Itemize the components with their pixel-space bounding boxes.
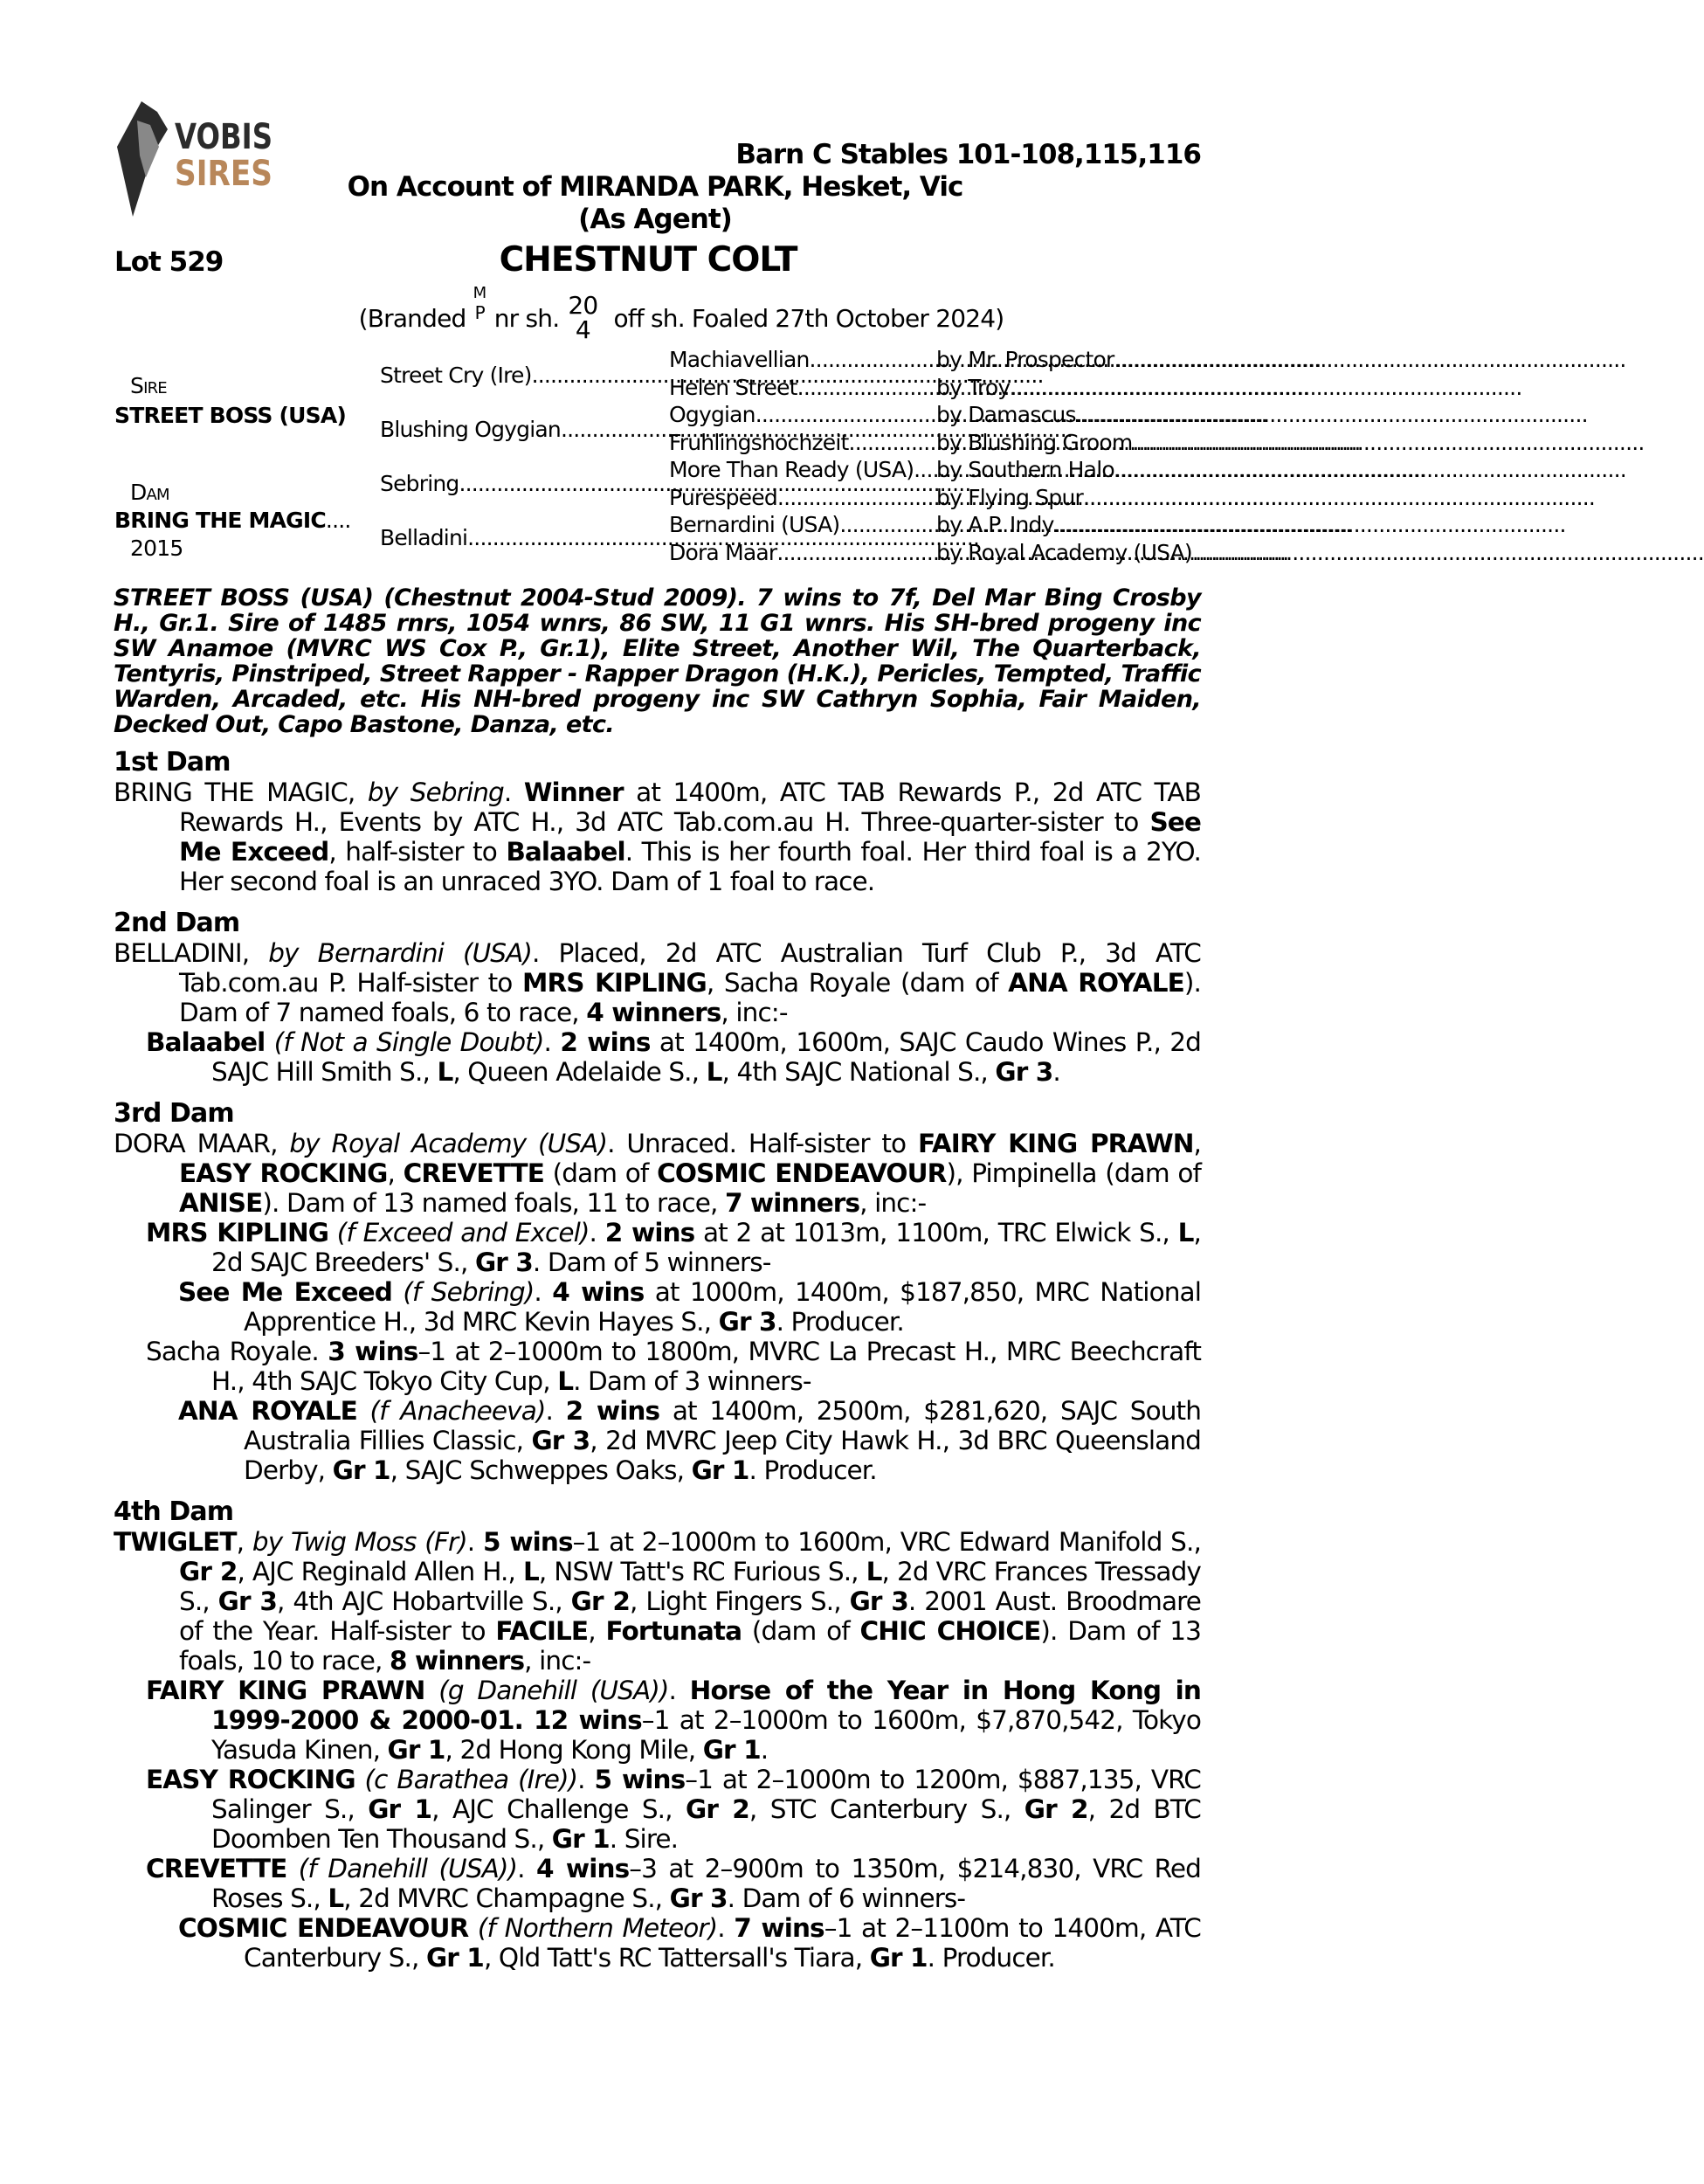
bold-text: L [866, 1557, 882, 1586]
pedigree-gen3-name-cell [669, 402, 936, 427]
section-heading: 2nd Dam [114, 908, 240, 938]
brand-mark-top: M [473, 284, 486, 302]
leader-dots [1114, 457, 1626, 482]
bold-text: Horse of the Year in Hong Kong in 1999-2000 & 2000-01. 12 wins [211, 1676, 1201, 1735]
leader-dots [1192, 540, 1704, 565]
text [265, 1027, 273, 1057]
dam-name: BRING THE MAGIC [114, 508, 326, 533]
text [392, 1277, 403, 1307]
text: , STC Canterbury S., [749, 1794, 1024, 1824]
text: . Placed, 2d ATC Australian Turf Club P., 3d ATC Tab.com.au P. Half-sister to [179, 938, 1201, 998]
text: . [1052, 1057, 1060, 1087]
text: at 1400m, 2500m, $281,620, SAJC South Australia Fillies Classic, [244, 1396, 1201, 1455]
text: . [543, 1027, 561, 1057]
text: , inc:- [721, 998, 788, 1027]
bold-text: 8 winners [389, 1646, 525, 1676]
bold-text: Gr 3 [474, 1248, 533, 1277]
bold-text: Gr 1 [702, 1735, 761, 1765]
text: . [517, 1854, 536, 1883]
progeny-paragraph [114, 1676, 1201, 1765]
text: . Dam of 3 winners- [573, 1366, 811, 1396]
italic-text: (c Barathea (Ire)) [364, 1765, 578, 1794]
italic-text: (f Danehill (USA)) [298, 1854, 518, 1883]
bold-text: ANA ROYALE [178, 1396, 357, 1426]
text: , 2d SAJC Breeders' S., [211, 1218, 1202, 1277]
vobis-sires-logo [107, 94, 281, 221]
text: . Unraced. Half-sister to [607, 1129, 918, 1158]
leader-dots [1076, 402, 1588, 427]
italic-text: by Royal Academy (USA) [289, 1129, 608, 1158]
bold-text: Gr 1 [332, 1455, 390, 1485]
bold-text: FACILE [495, 1616, 589, 1646]
bold-text: L [437, 1057, 453, 1087]
dam-paragraph [114, 938, 1201, 1027]
pedigree-gen3-name: Purespeed [669, 484, 777, 510]
bold-text: Gr 3 [995, 1057, 1053, 1087]
bold-text: L [522, 1557, 539, 1586]
bold-text: 7 winners [724, 1188, 860, 1218]
pedigree-gen3-sire: by Flying Spur [936, 484, 1083, 510]
text: . Sire. [609, 1824, 679, 1854]
bold-text: EASY ROCKING [146, 1765, 355, 1794]
text: ). Dam of 13 foals, 10 to race, [179, 1616, 1201, 1676]
pedigree-gen3-name: Machiavellian [669, 347, 810, 372]
pedigree-table [114, 347, 1197, 572]
italic-text: (f Anacheeva) [369, 1396, 546, 1426]
bold-text: TWIGLET [114, 1527, 237, 1557]
text: , 4th SAJC National S., [721, 1057, 996, 1087]
svg-text:VOBIS: VOBIS [175, 117, 273, 157]
pedigree-gen3-sire-cell [936, 485, 1194, 510]
pedigree-gen3-sire: by Royal Academy (USA) [936, 539, 1192, 565]
bold-text: See Me Exceed [179, 807, 1201, 867]
bold-text: 2 wins [565, 1396, 660, 1426]
progeny-paragraph [114, 1854, 1201, 1913]
dam-paragraph [114, 1527, 1201, 1676]
bold-text: Gr 2 [1024, 1794, 1088, 1824]
text: –3 at 2–900m to 1350m, $214,830, VRC Red Roses S., [211, 1854, 1201, 1913]
text: at 1400m, 1600m, SAJC Caudo Wines P., 2d SAJC Hill Smith S., [211, 1027, 1201, 1087]
text: , Qld Tatt's RC Tattersall's Tiara, [483, 1943, 870, 1973]
pedigree-gen3-name-cell [669, 347, 936, 372]
bold-text: Gr 3 [718, 1307, 776, 1337]
text: (dam of [742, 1616, 860, 1646]
pedigree-gen3-sire: by Southern Halo [936, 457, 1114, 482]
bold-text: L [328, 1883, 344, 1913]
progeny-paragraph [114, 1337, 1201, 1396]
pedigree-gen3-name-cell [669, 375, 936, 400]
text: –1 at 2–1000m to 1600m, $7,870,542, Tokyo Yasuda Kinen, [211, 1705, 1201, 1765]
bold-text: Gr 1 [869, 1943, 928, 1973]
bold-text: Winner [523, 778, 624, 807]
bold-text: L [1177, 1218, 1194, 1248]
bold-text: Balaabel [506, 837, 625, 867]
text: , inc:- [859, 1188, 927, 1218]
brand-number-top: 20 [568, 291, 598, 320]
text: . [503, 778, 524, 807]
pedigree-gen2-cell [380, 417, 668, 442]
vendor-account: On Account of MIRANDA PARK, Hesket, Vic [347, 171, 963, 203]
text: , 2d Hong Kong Mile, [445, 1735, 703, 1765]
pedigree-gen3-name: Dora Maar [669, 539, 777, 565]
text: –1 at 2–1100m to 1400m, ATC Canterbury S., [244, 1913, 1201, 1973]
text: , Queen Adelaide S., [452, 1057, 707, 1087]
bold-text: Gr 3 [217, 1586, 277, 1616]
italic-text: by Sebring [367, 778, 504, 807]
bold-text: 7 wins [734, 1913, 824, 1943]
pedigree-gen3-sire-cell [936, 512, 1194, 537]
pedigree-gen2-name: Blushing Ogygian [380, 417, 561, 442]
dam-label: Dam [130, 480, 169, 505]
pedigree-gen2-cell [380, 525, 668, 550]
pedigree-gen3-name-cell [669, 512, 936, 537]
dam-dots: .... [325, 508, 351, 533]
text [468, 1913, 478, 1943]
bold-text: CREVETTE [403, 1158, 544, 1188]
text: . Producer. [776, 1307, 904, 1337]
bold-text: Fortunata [605, 1616, 742, 1646]
text: –1 at 2–1000m to 1200m, $887,135, VRC Salinger S., [211, 1765, 1201, 1824]
text [357, 1396, 370, 1426]
bold-text: L [706, 1057, 722, 1087]
pedigree-gen3-sire-cell [936, 540, 1194, 565]
pedigree-gen3-name: Ogygian [669, 402, 755, 427]
bold-text: Gr 3 [669, 1883, 728, 1913]
italic-text: (f Northern Meteor) [477, 1913, 718, 1943]
text-flow [114, 585, 1201, 1973]
italic-text: (f Not a Single Doubt) [273, 1027, 544, 1057]
bold-text: 2 wins [560, 1027, 651, 1057]
pedigree-gen3-name-cell [669, 430, 936, 455]
leader-dots [1010, 375, 1521, 400]
text: , inc:- [524, 1646, 591, 1676]
brand-prefix: (Branded [358, 304, 473, 333]
progeny-paragraph [114, 1218, 1201, 1277]
bold-text: Gr 2 [570, 1586, 630, 1616]
section-heading: 4th Dam [114, 1496, 234, 1527]
bold-text: Gr 1 [551, 1824, 610, 1854]
text: . [577, 1765, 595, 1794]
text: ). Dam of 13 named foals, 11 to race, [262, 1188, 725, 1218]
bold-text: ANISE [179, 1188, 263, 1218]
dam-year: 2015 [130, 536, 183, 561]
italic-text: by Twig Moss (Fr) [252, 1527, 467, 1557]
text: . Dam of 5 winners- [532, 1248, 771, 1277]
text: . This is her fourth foal. Her third foal is a 2YO. Her second foal is an unraced 3YO. Dam of 1 foal to race. [179, 837, 1201, 896]
barn-stables: Barn C Stables 101-108,115,116 [735, 139, 1201, 170]
bold-text: ANA ROYALE [1008, 968, 1184, 998]
sire-name: STREET BOSS (USA) [114, 403, 347, 428]
text: . [717, 1913, 735, 1943]
text: , 2d VRC Frances Tressady S., [179, 1557, 1201, 1616]
text: , NSW Tatt's RC Furious S., [538, 1557, 866, 1586]
pedigree-gen3-sire: by Mr. Prospector [936, 347, 1114, 372]
text: , [1193, 1129, 1201, 1158]
text: , [387, 1158, 404, 1188]
text: , Light Fingers S., [629, 1586, 850, 1616]
italic-text: (f Exceed and Excel) [336, 1218, 590, 1248]
bold-text: MRS KIPLING [146, 1218, 329, 1248]
bold-text: MRS KIPLING [521, 968, 707, 998]
bold-text: Gr 2 [179, 1557, 238, 1586]
text: . 2001 Aust. Broodmare of the Year. Half-sister to [179, 1586, 1201, 1646]
text: (dam of [543, 1158, 658, 1188]
text: ), Pimpinella (dam of [946, 1158, 1201, 1188]
bold-text: 5 wins [483, 1527, 573, 1557]
brand-mid: nr sh. [486, 304, 560, 333]
pedigree-gen3-sire: by Damascus [936, 402, 1076, 427]
bold-text: 5 wins [594, 1765, 686, 1794]
bold-text: Gr 1 [425, 1943, 484, 1973]
bold-text: CREVETTE [146, 1854, 287, 1883]
italic-text: by Bernardini (USA) [268, 938, 532, 968]
bold-text: 4 winners [586, 998, 721, 1027]
leader-dots [1132, 430, 1644, 455]
text: , 4th AJC Hobartville S., [276, 1586, 571, 1616]
text: at 1000m, 1400m, $187,850, MRC National Apprentice H., 3d MRC Kevin Hayes S., [244, 1277, 1201, 1337]
text: , [588, 1616, 606, 1646]
bold-text: L [557, 1366, 574, 1396]
pedigree-gen3-sire: by Blushing Groom [936, 429, 1133, 455]
leader-dots [1054, 512, 1566, 537]
text: BELLADINI, [114, 938, 269, 968]
pedigree-gen2-name: Street Cry (Ire) [380, 363, 532, 388]
pedigree-gen2-cell [380, 363, 668, 388]
brand-number-bottom: 4 [575, 315, 590, 344]
text [355, 1765, 365, 1794]
italic-text: (f Sebring) [403, 1277, 535, 1307]
text: –1 at 2–1000m to 1600m, VRC Edward Manifold S., [572, 1527, 1201, 1557]
agent-note: (As Agent) [578, 204, 732, 235]
section-heading: 3rd Dam [114, 1098, 234, 1129]
pedigree-gen3-sire-cell [936, 457, 1194, 482]
text: . Producer. [927, 1943, 1055, 1973]
text: DORA MAAR, [114, 1129, 290, 1158]
text: at 1400m, ATC TAB Rewards P., 2d ATC TAB Rewards H., Events by ATC H., 3d ATC Tab.com.au H. Three-quarter-sister to [179, 778, 1201, 837]
text: , AJC Challenge S., [431, 1794, 686, 1824]
section-heading: 1st Dam [114, 747, 231, 778]
text: –1 at 2–1000m to 1800m, MVRC La Precast H., MRC Beechcraft H., 4th SAJC Tokyo City Cup, [211, 1337, 1201, 1396]
text: Sacha Royale. [146, 1337, 328, 1366]
dam-paragraph [114, 778, 1201, 896]
text: . Dam of 6 winners- [727, 1883, 966, 1913]
pedigree-gen3-name-cell [669, 457, 936, 482]
text: . [534, 1277, 553, 1307]
bold-text: FAIRY KING PRAWN [146, 1676, 425, 1705]
pedigree-gen2-cell [380, 471, 668, 496]
progeny-paragraph [114, 1277, 1201, 1337]
bold-text: Gr 3 [531, 1426, 590, 1455]
dam-paragraph [114, 1129, 1201, 1218]
text: . Producer. [749, 1455, 877, 1485]
text: . [760, 1735, 769, 1765]
text [286, 1854, 298, 1883]
bold-text: 3 wins [328, 1337, 418, 1366]
pedigree-gen3-name-cell [669, 485, 936, 510]
bold-text: Balaabel [146, 1027, 266, 1057]
pedigree-gen3-sire-cell [936, 430, 1194, 455]
bold-text: 4 wins [535, 1854, 630, 1883]
text: , Sacha Royale (dam of [706, 968, 1009, 998]
bold-text: Gr 3 [849, 1586, 908, 1616]
brand-number [568, 291, 598, 344]
pedigree-gen3-name-cell [669, 540, 936, 565]
text: . [589, 1218, 605, 1248]
progeny-paragraph [114, 1027, 1201, 1087]
bold-text: FAIRY KING PRAWN [917, 1129, 1194, 1158]
lot-number: Lot 529 [114, 246, 224, 278]
pedigree-gen3-sire: by Troy [936, 374, 1011, 400]
text: ). Dam of 7 named foals, 6 to race, [179, 968, 1201, 1027]
progeny-paragraph [114, 1913, 1201, 1973]
text: BRING THE MAGIC, [114, 778, 368, 807]
text: , 2d MVRC Champagne S., [343, 1883, 670, 1913]
leader-dots [1083, 485, 1595, 510]
dam-line-sections [114, 748, 1201, 1973]
sire-biography: STREET BOSS (USA) (Chestnut 2004-Stud 2009). 7 wins to 7f, Del Mar Bing Crosby H., Gr.1. Sire of 1485 rnrs, 1054 wnrs, 86 SW, 11 G1 wnrs. His SH-bred progeny inc SW Anamoe (MVRC WS Cox P., Gr.1), Elite Street, Another Wil, The Quarterback, Tentyris, Pinstriped, Street Rapper - Rapper Dragon (H.K.), Pericles, Tempted, Traffic Warden, Arcaded, etc. His NH-bred progeny inc SW Cathryn Sophia, Fair Maiden, Decked Out, Capo Bastone, Danza, etc. [114, 584, 1201, 738]
pedigree-gen3-name: Fruhlingshochzeit [669, 429, 849, 455]
brand-mark-bottom: P [474, 302, 485, 323]
text: , [236, 1527, 252, 1557]
dam-name-line [114, 508, 351, 533]
pedigree-gen2-name: Belladini [380, 525, 468, 550]
pedigree-gen3-sire-cell [936, 402, 1194, 427]
leader-dots [1114, 347, 1626, 372]
bold-text: COSMIC ENDEAVOUR [657, 1158, 947, 1188]
brand-foaling-line [0, 284, 1363, 344]
pedigree-gen3-sire: by A.P. Indy [936, 512, 1054, 537]
text [328, 1218, 337, 1248]
sire-label: Sire [130, 373, 167, 398]
pedigree-gen3-name: Bernardini (USA) [669, 512, 840, 537]
bold-text: CHIC CHOICE [859, 1616, 1041, 1646]
text: , 2d MVRC Jeep City Hawk H., 3d BRC Queensland Derby, [244, 1426, 1201, 1485]
bold-text: See Me Exceed [178, 1277, 392, 1307]
italic-text: (g Danehill (USA)) [438, 1676, 669, 1705]
text: at 2 at 1013m, 1100m, TRC Elwick S., [694, 1218, 1178, 1248]
pedigree-gen3-name: More Than Ready (USA) [669, 457, 914, 482]
brand-mark [473, 284, 487, 327]
bold-text: EASY ROCKING [179, 1158, 388, 1188]
text: , AJC Reginald Allen H., [237, 1557, 523, 1586]
text [424, 1676, 438, 1705]
text: , 2d BTC Doomben Ten Thousand S., [211, 1794, 1201, 1854]
brand-post: off sh. Foaled 27th October 2024) [606, 304, 1004, 333]
bold-text: Gr 1 [368, 1794, 432, 1824]
text: , half-sister to [328, 837, 507, 867]
pedigree-gen3-sire-cell [936, 375, 1194, 400]
pedigree-gen3-name: Helen Street [669, 374, 797, 400]
text: . [545, 1396, 566, 1426]
pedigree-gen2-name: Sebring [380, 471, 459, 496]
lot-title: CHESTNUT COLT [499, 240, 797, 280]
pedigree-gen3-sire-cell [936, 347, 1194, 372]
bold-text: COSMIC ENDEAVOUR [178, 1913, 469, 1943]
svg-text:SIRES: SIRES [175, 154, 273, 194]
bold-text: 4 wins [552, 1277, 645, 1307]
progeny-paragraph [114, 1765, 1201, 1854]
bold-text: Gr 1 [387, 1735, 445, 1765]
text: . [668, 1676, 690, 1705]
text: . [466, 1527, 484, 1557]
bold-text: 2 wins [604, 1218, 695, 1248]
text: , SAJC Schweppes Oaks, [390, 1455, 692, 1485]
bold-text: Gr 2 [686, 1794, 749, 1824]
bold-text: Gr 1 [691, 1455, 749, 1485]
progeny-paragraph [114, 1396, 1201, 1485]
